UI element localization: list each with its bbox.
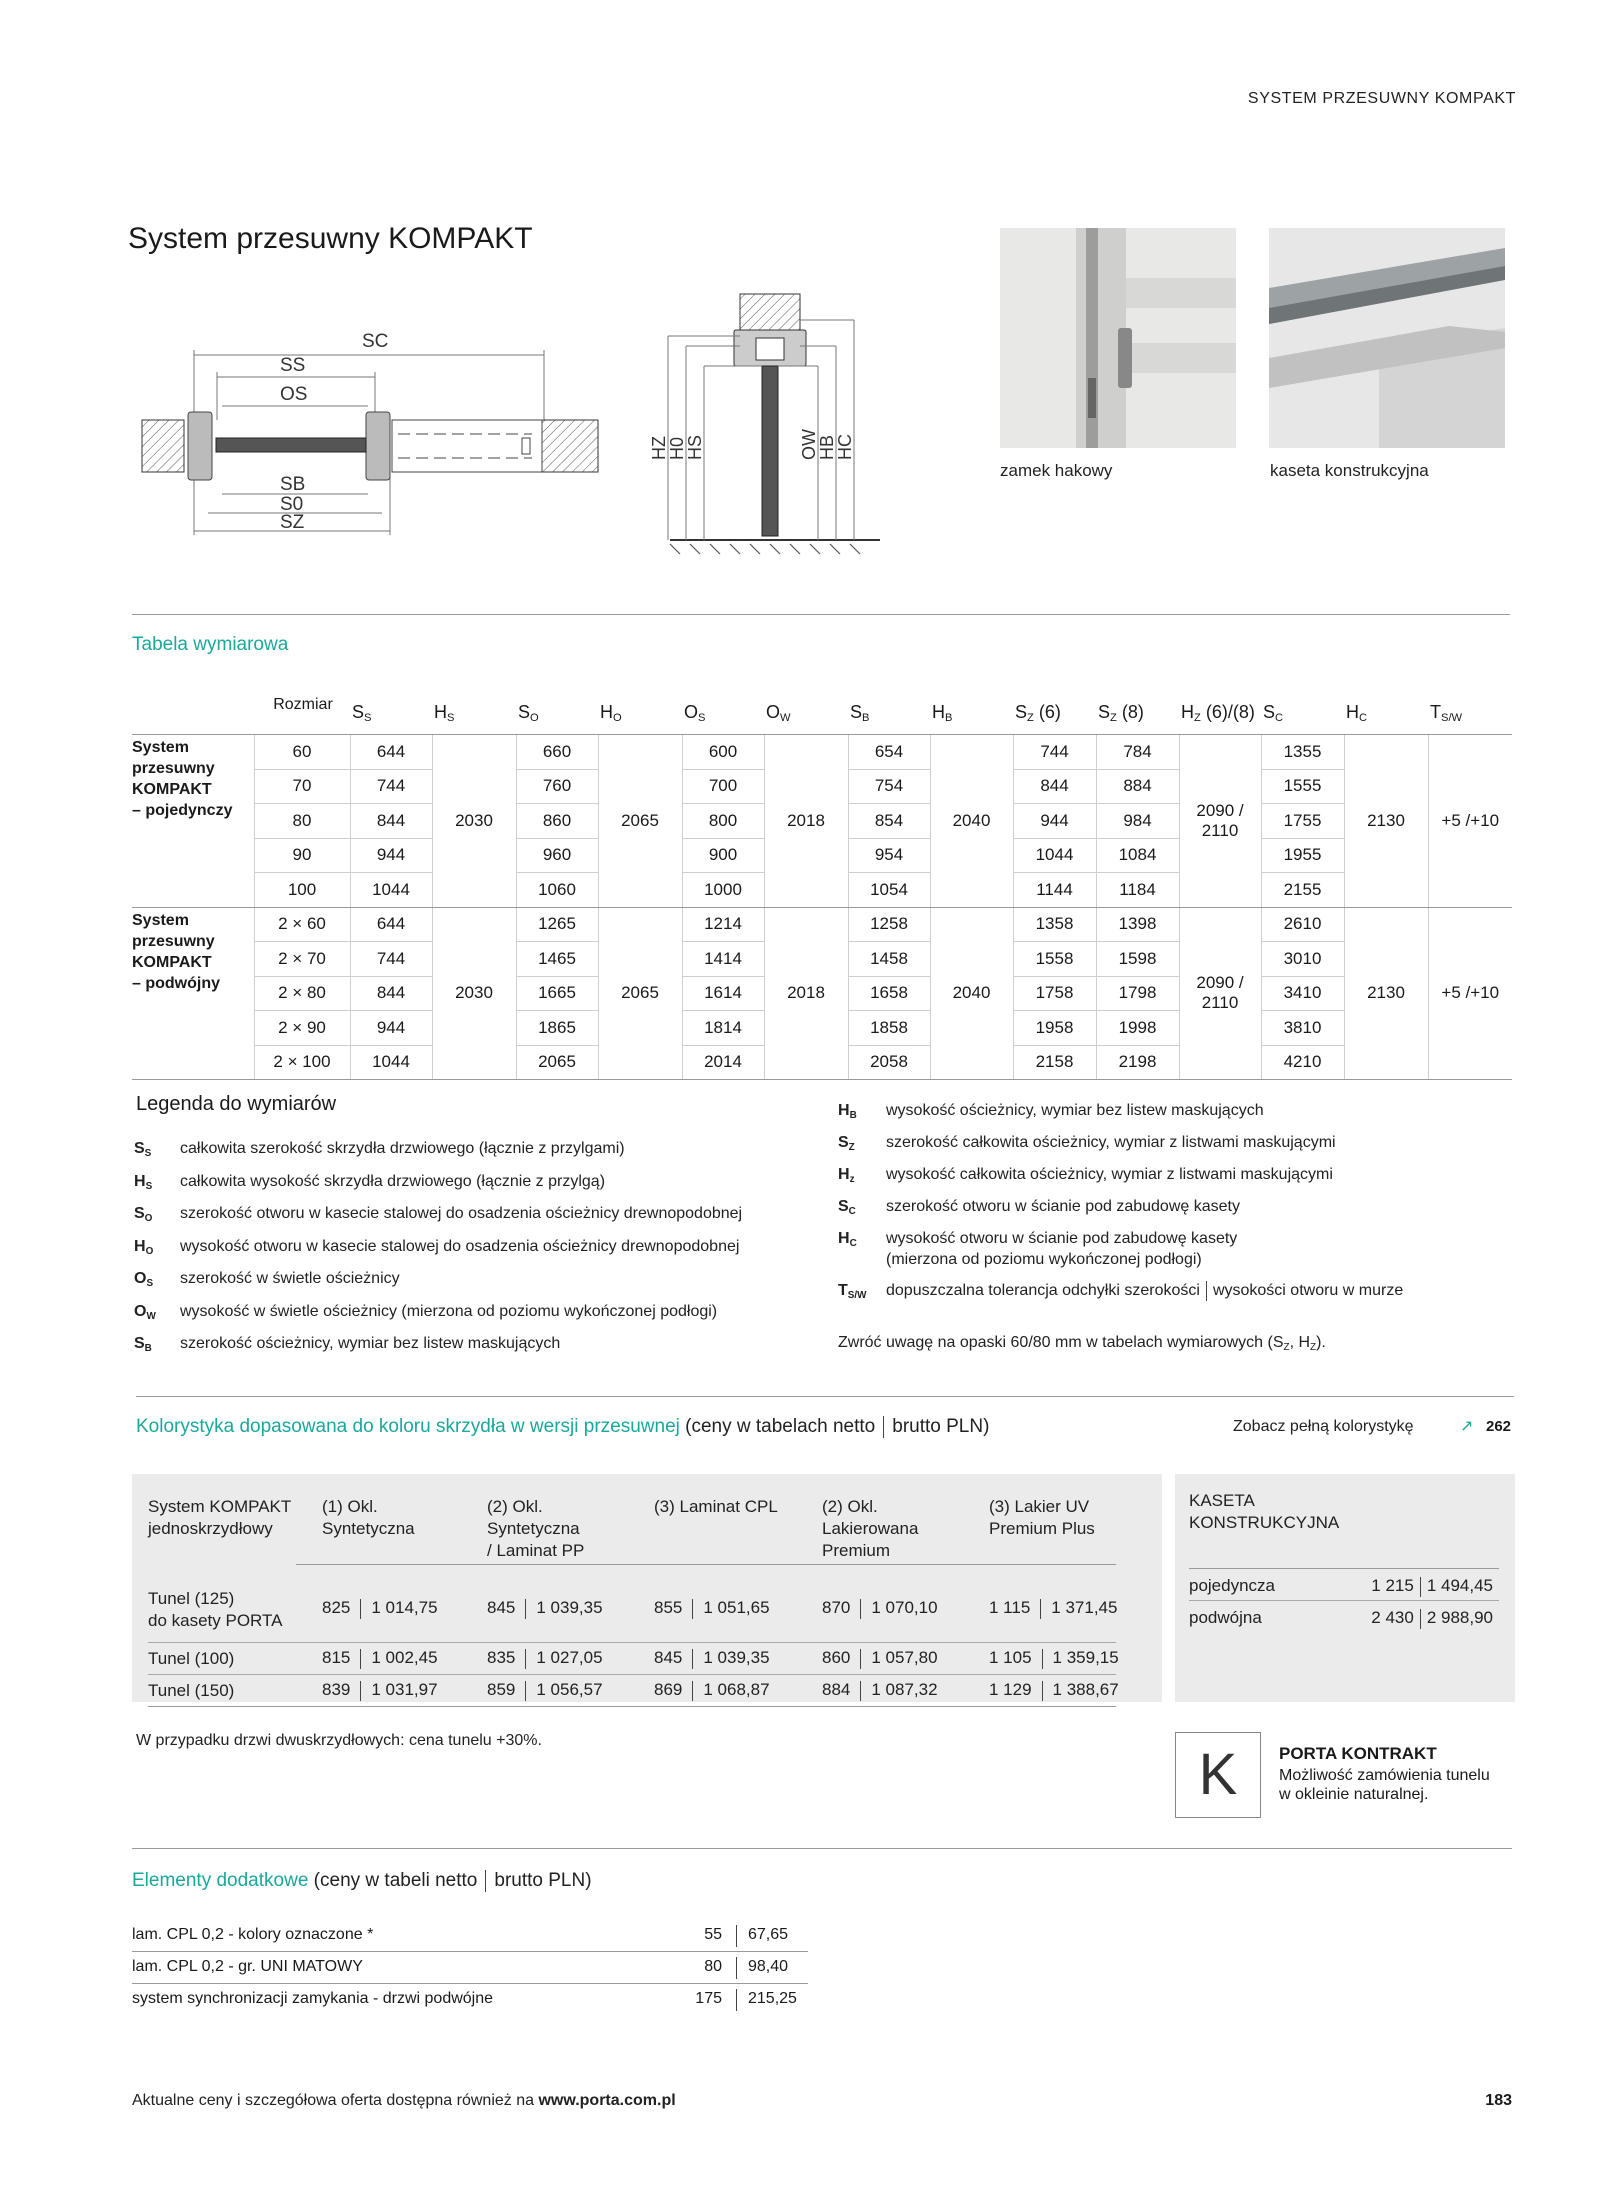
col-header-hb: $H_B$ <box>930 692 1013 735</box>
row-divider <box>132 1983 808 1984</box>
price-cell: 884 1 087,32 <box>822 1680 938 1699</box>
table-cell: 100 <box>254 873 350 908</box>
legend-text: całkowita szerokość skrzydła drzwiowego (łącznie z przylgami) <box>180 1140 625 1157</box>
legend-symbol: $H_S$ <box>134 1172 153 1192</box>
legend-text: wysokość całkowita ościeżnicy, wymiar z listwami maskującymi <box>886 1166 1333 1183</box>
table-cell: 2 × 60 <box>254 907 350 942</box>
group-name: System przesuwny KOMPAKT – podwójny <box>132 907 254 1080</box>
price-cell: 839 1 031,97 <box>322 1680 438 1699</box>
legend-text: całkowita wysokość skrzydła drzwiowego (łącznie z przylgą) <box>180 1172 606 1190</box>
kontrakt-title: PORTA KONTRAKT <box>1279 1744 1437 1763</box>
extras-title: Elementy dodatkowe (ceny w tabeli netto brutto PLN) <box>132 1870 592 1892</box>
merged-cell-tsw: +5 /+10 <box>1428 907 1512 1080</box>
col-header-ss: $S_S$ <box>350 692 432 735</box>
table-cell: 1558 <box>1013 942 1096 977</box>
extras-separator <box>736 1989 737 2011</box>
table-cell: 644 <box>350 907 432 942</box>
price-row-name: Tunel (125) do kasety PORTA <box>148 1589 283 1630</box>
table-cell: 2198 <box>1096 1045 1179 1080</box>
legend-text: szerokość w świetle ościeżnicy <box>180 1270 400 1287</box>
table-cell: 4210 <box>1261 1045 1344 1080</box>
price-cell: 855 1 051,65 <box>654 1598 770 1617</box>
dim-label-sc: SC <box>362 331 389 352</box>
table-cell: 744 <box>350 942 432 977</box>
merged-cell-hb: 2040 <box>930 907 1013 1080</box>
legend-symbol: $S_Z$ <box>838 1134 855 1153</box>
col-header-os: $O_S$ <box>682 692 764 735</box>
price-col-header: (2) Okl. Syntetyczna / Laminat PP <box>487 1497 585 1560</box>
col-header-tsw: $T_{S/W}$ <box>1428 692 1512 735</box>
price-cell: 835 1 027,05 <box>487 1648 603 1667</box>
dim-label-hc: HC <box>835 434 855 460</box>
table-cell: 644 <box>350 735 432 770</box>
page-title: System przesuwny KOMPAKT <box>128 222 533 255</box>
table-cell: 1865 <box>516 1011 598 1046</box>
table-cell: 760 <box>516 769 598 804</box>
col-header-hz: $H_Z$ (6)/(8) <box>1179 692 1261 735</box>
kaseta-row-name: pojedyncza <box>1189 1576 1276 1595</box>
table-cell: 2155 <box>1261 873 1344 908</box>
table-cell: 1955 <box>1261 838 1344 873</box>
legend-symbol: $S_C$ <box>838 1198 856 1217</box>
table-cell: 744 <box>350 769 432 804</box>
extras-row-name: system synchronizacji zamykania - drzwi podwójne <box>132 1990 494 2007</box>
legend-text: szerokość całkowita ościeżnicy, wymiar z listwami maskującymi <box>886 1134 1336 1151</box>
extras-separator <box>736 1957 737 1979</box>
website-link[interactable]: www.porta.com.pl <box>538 2092 676 2109</box>
legend-title: Legenda do wymiarów <box>136 1093 337 1115</box>
extras-net: 80 <box>704 1958 722 1975</box>
table-cell: 1144 <box>1013 873 1096 908</box>
table-cell: 1044 <box>350 873 432 908</box>
table-cell: 3410 <box>1261 976 1344 1011</box>
table-cell: 784 <box>1096 735 1179 770</box>
col-header-hc: $H_C$ <box>1344 692 1428 735</box>
legend-symbol: $S_S$ <box>134 1140 152 1159</box>
dim-label-ow: OW <box>799 429 819 460</box>
price-cell: 845 1 039,35 <box>487 1598 603 1617</box>
table-cell: 1598 <box>1096 942 1179 977</box>
table-cell: 1658 <box>848 976 930 1011</box>
footer-text: Aktualne ceny i szczegółowa oferta dostępna również na www.porta.com.pl <box>132 2092 676 2109</box>
extras-row-name: lam. CPL 0,2 - kolory oznaczone * <box>132 1926 374 1943</box>
merged-cell-hb: 2040 <box>930 735 1013 908</box>
see-colors-link[interactable]: Zobacz pełną kolorystykę <box>1233 1418 1414 1435</box>
table-cell: 854 <box>848 804 930 839</box>
legend-text: wysokość w świetle ościeżnicy (mierzona od poziomu wykończonej podłogi) <box>180 1302 718 1320</box>
dim-label-h0: H0 <box>667 436 687 460</box>
row-divider <box>148 1642 1116 1643</box>
price-cell: 825 1 014,75 <box>322 1598 438 1617</box>
table-cell: 844 <box>350 804 432 839</box>
table-cell: 80 <box>254 804 350 839</box>
kaseta-price: 1 215 1 494,45 <box>1371 1576 1493 1595</box>
col-header-sz6: $S_Z$ (6) <box>1013 692 1096 735</box>
price-cell: 1 115 1 371,45 <box>989 1598 1118 1617</box>
dim-table-header <box>132 692 1512 735</box>
extras-net: 175 <box>695 1990 722 2007</box>
table-cell: 960 <box>516 838 598 873</box>
dim-label-s0: S0 <box>280 494 304 515</box>
kaseta-title: KASETA KONSTRUKCYJNA <box>1189 1491 1340 1532</box>
table-cell: 944 <box>350 1011 432 1046</box>
legend-symbol: $H_B$ <box>838 1102 857 1121</box>
table-cell: 1998 <box>1096 1011 1179 1046</box>
table-cell: 1358 <box>1013 907 1096 942</box>
merged-cell-hc: 2130 <box>1344 907 1428 1080</box>
row-divider <box>1189 1600 1499 1601</box>
legend-symbol: $S_B$ <box>134 1335 152 1354</box>
extras-gross: 67,65 <box>748 1926 789 1943</box>
table-cell: 2058 <box>848 1045 930 1080</box>
legend-symbol: $H_O$ <box>134 1237 154 1257</box>
group-name: System przesuwny KOMPAKT – pojedynczy <box>132 735 254 908</box>
table-cell: 1355 <box>1261 735 1344 770</box>
table-cell: 1084 <box>1096 838 1179 873</box>
table-cell: 1060 <box>516 873 598 908</box>
legend-symbol: $T_{S/W}$ <box>838 1282 867 1301</box>
table-cell: 1258 <box>848 907 930 942</box>
dim-label-ss: SS <box>280 355 306 376</box>
table-cell: 2 × 80 <box>254 976 350 1011</box>
dim-label-sz: SZ <box>280 512 305 533</box>
divider <box>136 1396 1514 1397</box>
table-cell: 600 <box>682 735 764 770</box>
extras-separator <box>736 1925 737 1947</box>
kontrakt-letter-icon: K <box>1198 1742 1238 1807</box>
price-cell: 1 105 1 359,15 <box>989 1648 1119 1667</box>
table-cell: 660 <box>516 735 598 770</box>
table-cell: 1758 <box>1013 976 1096 1011</box>
page-ref[interactable]: 262 <box>1486 1418 1512 1435</box>
page-number: 183 <box>1485 2092 1512 2109</box>
price-cell: 870 1 070,10 <box>822 1598 938 1617</box>
price-col-header: (3) Lakier UV Premium Plus <box>989 1497 1095 1538</box>
table-cell: 2158 <box>1013 1045 1096 1080</box>
dim-table-title: Tabela wymiarowa <box>132 634 289 655</box>
section-header: SYSTEM PRZESUWNY KOMPAKT <box>1247 90 1516 107</box>
merged-cell-ho: 2065 <box>598 907 682 1080</box>
table-cell: 844 <box>1013 769 1096 804</box>
extras-row-name: lam. CPL 0,2 - gr. UNI MATOWY <box>132 1958 363 1975</box>
price-cell: 815 1 002,45 <box>322 1648 438 1667</box>
legend-text: szerokość otworu w ścianie pod zabudowę kasety <box>886 1198 1240 1215</box>
table-cell: 944 <box>350 838 432 873</box>
table-cell: 800 <box>682 804 764 839</box>
table-cell: 1465 <box>516 942 598 977</box>
table-cell: 754 <box>848 769 930 804</box>
table-cell: 70 <box>254 769 350 804</box>
plan-view-diagram <box>130 320 610 550</box>
table-cell: 3810 <box>1261 1011 1344 1046</box>
legend-text: wysokość otworu w kasecie stalowej do osadzenia ościeżnicy drewnopodobnej <box>180 1237 740 1255</box>
price-row-name: Tunel (150) <box>148 1681 235 1700</box>
double-door-note: W przypadku drzwi dwuskrzydłowych: cena tunelu +30%. <box>136 1732 542 1749</box>
col-header-hs: $H_S$ <box>432 692 516 735</box>
merged-cell-hs: 2030 <box>432 735 516 908</box>
table-cell: 2014 <box>682 1045 764 1080</box>
row-divider <box>148 1674 1116 1675</box>
table-cell: 2610 <box>1261 907 1344 942</box>
table-cell: 60 <box>254 735 350 770</box>
dim-label-os: OS <box>280 384 308 405</box>
table-row <box>132 907 1512 942</box>
col-header-so: $S_O$ <box>516 692 598 735</box>
col-header-sb: $S_B$ <box>848 692 930 735</box>
table-cell: 1000 <box>682 873 764 908</box>
price-col-header: (3) Laminat CPL <box>654 1497 778 1516</box>
price-col-header: System KOMPAKT jednoskrzydłowy <box>148 1497 292 1538</box>
colors-section-title: Kolorystyka dopasowana do koloru skrzydła w wersji przesuwnej (ceny w tabelach netto brutto PLN) <box>136 1416 990 1438</box>
price-cell: 859 1 056,57 <box>487 1680 603 1699</box>
table-cell: 1265 <box>516 907 598 942</box>
price-cell: 869 1 068,87 <box>654 1680 770 1699</box>
legend-symbol: $S_O$ <box>134 1205 153 1224</box>
legend-text: wysokość ościeżnicy, wymiar bez listew maskujących <box>886 1102 1264 1119</box>
table-cell: 700 <box>682 769 764 804</box>
table-cell: 984 <box>1096 804 1179 839</box>
table-cell: 1414 <box>682 942 764 977</box>
table-cell: 954 <box>848 838 930 873</box>
kaseta-box <box>1175 1474 1515 1702</box>
kontrakt-logo <box>1175 1732 1261 1818</box>
table-cell: 654 <box>848 735 930 770</box>
divider <box>132 1848 1512 1849</box>
table-cell: 1458 <box>848 942 930 977</box>
row-divider <box>132 1951 808 1952</box>
table-cell: 1044 <box>350 1045 432 1080</box>
table-cell: 1044 <box>1013 838 1096 873</box>
price-table-box <box>132 1474 1162 1702</box>
dim-label-hs: HS <box>685 434 705 460</box>
legend-note: Zwróć uwagę na opaski 60/80 mm w tabelach wymiarowych ($S_Z$, $H_Z$). <box>838 1334 1326 1353</box>
dim-label-hb: HB <box>817 434 837 460</box>
table-cell: 860 <box>516 804 598 839</box>
table-cell: 1398 <box>1096 907 1179 942</box>
table-cell: 1814 <box>682 1011 764 1046</box>
table-cell: 1858 <box>848 1011 930 1046</box>
table-cell: 1054 <box>848 873 930 908</box>
legend-text: wysokość otworu w ścianie pod zabudowę kasety (mierzona od poziomu wykończonej podłogi) <box>886 1230 1238 1268</box>
section-view-diagram <box>640 290 890 560</box>
table-cell: 1214 <box>682 907 764 942</box>
price-row-name: Tunel (100) <box>148 1649 235 1668</box>
table-cell: 944 <box>1013 804 1096 839</box>
table-cell: 1958 <box>1013 1011 1096 1046</box>
table-cell: 884 <box>1096 769 1179 804</box>
price-col-header: (2) Okl. Lakierowana Premium <box>822 1497 919 1560</box>
legend-text: szerokość otworu w kasecie stalowej do osadzenia ościeżnicy drewnopodobnej <box>180 1205 743 1222</box>
table-cell: 2 × 100 <box>254 1045 350 1080</box>
table-cell: 1184 <box>1096 873 1179 908</box>
legend-symbol: $O_W$ <box>134 1302 156 1322</box>
legend-symbol: $O_S$ <box>134 1270 154 1289</box>
table-cell: 844 <box>350 976 432 1011</box>
legend-text: szerokość ościeżnicy, wymiar bez listew maskujących <box>180 1335 561 1352</box>
photo-caption-hook-lock: zamek hakowy <box>1000 461 1113 480</box>
photo-cassette <box>1269 228 1505 448</box>
col-header-sz8: $S_Z$ (8) <box>1096 692 1179 735</box>
table-cell: 1665 <box>516 976 598 1011</box>
merged-cell-ow: 2018 <box>764 907 848 1080</box>
table-row <box>132 735 1512 770</box>
photo-caption-cassette: kaseta konstrukcyjna <box>1270 461 1429 480</box>
arrow-icon[interactable]: ↗ <box>1460 1418 1474 1435</box>
dim-label-hz: HZ <box>649 436 669 460</box>
row-divider <box>1189 1568 1499 1569</box>
legend-text: dopuszczalna tolerancja odchyłki szerokości wysokości otworu w murze <box>886 1282 1404 1299</box>
col-header-ow: $O_W$ <box>764 692 848 735</box>
price-cell: 1 129 1 388,67 <box>989 1680 1119 1699</box>
legend-symbol: $H_z$ <box>838 1166 855 1185</box>
kaseta-price: 2 430 2 988,90 <box>1371 1608 1493 1627</box>
table-cell: 1755 <box>1261 804 1344 839</box>
col-header-ho: $H_O$ <box>598 692 682 735</box>
merged-cell-hz: 2090 / 2110 <box>1179 735 1261 908</box>
extras-net: 55 <box>704 1926 722 1943</box>
table-cell: 1555 <box>1261 769 1344 804</box>
extras-gross: 98,40 <box>748 1958 789 1975</box>
photo-hook-lock <box>1000 228 1236 448</box>
legend-symbol: $H_C$ <box>838 1230 857 1249</box>
price-cell: 845 1 039,35 <box>654 1648 770 1667</box>
merged-cell-hs: 2030 <box>432 907 516 1080</box>
table-cell: 2 × 90 <box>254 1011 350 1046</box>
table-cell: 1798 <box>1096 976 1179 1011</box>
kaseta-row-name: podwójna <box>1189 1608 1262 1627</box>
table-cell: 744 <box>1013 735 1096 770</box>
extras-gross: 215,25 <box>748 1990 797 2007</box>
table-cell: 900 <box>682 838 764 873</box>
table-cell: 2 × 70 <box>254 942 350 977</box>
table-cell: 90 <box>254 838 350 873</box>
merged-cell-hz: 2090 / 2110 <box>1179 907 1261 1080</box>
row-divider <box>148 1706 1116 1707</box>
table-cell: 3010 <box>1261 942 1344 977</box>
dim-label-sb: SB <box>280 474 306 495</box>
divider <box>132 614 1510 615</box>
merged-cell-ho: 2065 <box>598 735 682 908</box>
col-header-sc: $S_C$ <box>1261 692 1344 735</box>
price-col-header: (1) Okl. Syntetyczna <box>322 1497 415 1538</box>
dimension-table <box>132 692 1512 1080</box>
merged-cell-tsw: +5 /+10 <box>1428 735 1512 908</box>
merged-cell-ow: 2018 <box>764 735 848 908</box>
kontrakt-text: Możliwość zamówienia tunelu w okleinie naturalnej. <box>1279 1767 1490 1803</box>
table-cell: 1614 <box>682 976 764 1011</box>
price-cell: 860 1 057,80 <box>822 1648 938 1667</box>
col-header-rozmiar: Rozmiar <box>254 692 350 735</box>
table-cell: 2065 <box>516 1045 598 1080</box>
merged-cell-hc: 2130 <box>1344 735 1428 908</box>
